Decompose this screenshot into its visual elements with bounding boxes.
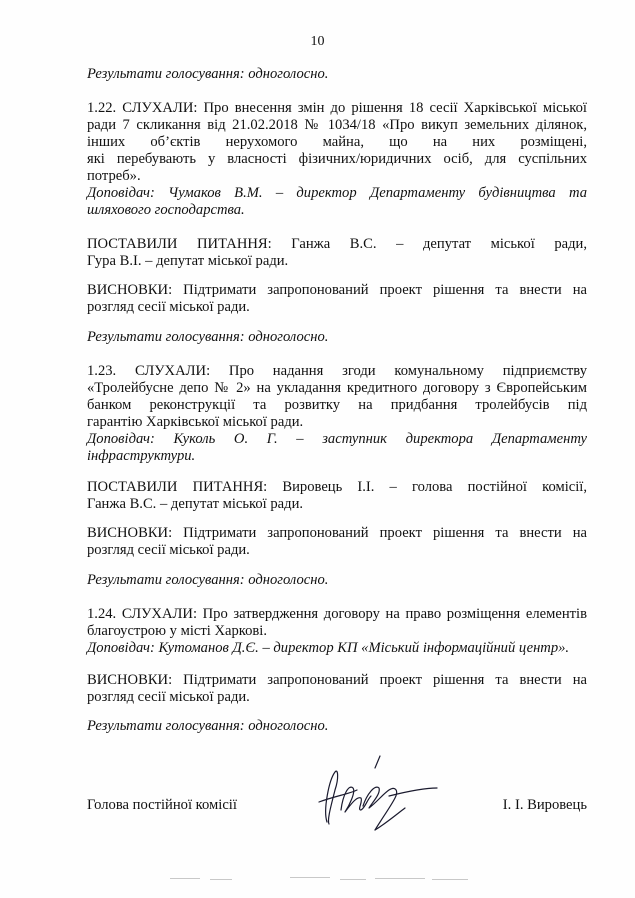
- questions-line: ПОСТАВИЛИ ПИТАННЯ: Ганжа В.С. – депутат міської ради,: [87, 236, 587, 252]
- conclusion-line: розгляд сесії міської ради.: [87, 299, 250, 315]
- item-line: потреб».: [87, 168, 141, 184]
- vote-result-top: [87, 66, 587, 83]
- item-1-23-vote: [87, 572, 587, 589]
- conclusion-line: ВИСНОВКИ: Підтримати запропонований проект рішення та внести на: [87, 525, 587, 541]
- signatory-title: Голова постійної комісії: [87, 797, 237, 813]
- item-1-22-questions: [87, 236, 587, 270]
- item-line: 1.22. СЛУХАЛИ: Про внесення змін до рішення 18 сесії Харківської міської: [87, 100, 587, 116]
- page-number: 10: [310, 34, 325, 49]
- item-1-24-conclusion: [87, 672, 587, 706]
- item-line: банком реконструкції та розвитку на придбання тролейбусів під: [87, 397, 587, 413]
- item-1-23-conclusion: [87, 525, 587, 559]
- vote-text: Результати голосування: одноголосно.: [87, 718, 329, 734]
- item-line: благоустрою у місті Харкові.: [87, 623, 268, 639]
- item-1-22-conclusion: [87, 282, 587, 316]
- vote-text: Результати голосування: одноголосно.: [87, 572, 329, 588]
- item-1-23-questions: [87, 479, 587, 513]
- questions-line: Гура В.І. – депутат міської ради.: [87, 253, 289, 269]
- speaker-line: шляхового господарства.: [87, 202, 245, 218]
- speaker-line: Доповідач: Кутоманов Д.Є. – директор КП «Міський інформаційний центр».: [87, 640, 570, 656]
- item-1-22-vote: [87, 329, 587, 346]
- conclusion-line: ВИСНОВКИ: Підтримати запропонований проект рішення та внести на: [87, 672, 587, 688]
- conclusion-line: розгляд сесії міської ради.: [87, 689, 250, 705]
- item-line: «Тролейбусне депо № 2» на укладання кредитного договору з Європейським: [87, 380, 587, 396]
- item-1-23-heard: [87, 363, 587, 431]
- item-1-24-speaker: [87, 640, 587, 657]
- item-line: гарантію Харківської міської ради.: [87, 414, 304, 430]
- speaker-line: Доповідач: Куколь О. Г. – заступник директора Департаменту: [87, 431, 587, 447]
- item-line: інших об’єктів нерухомого майна, що на них розміщені,: [87, 134, 587, 150]
- scan-artifact: [170, 874, 490, 884]
- item-1-23-speaker: [87, 431, 587, 465]
- item-1-22-heard: [87, 100, 587, 185]
- questions-line: Ганжа В.С. – депутат міської ради.: [87, 496, 304, 512]
- signatory-name: І. І. Вировець: [502, 797, 587, 813]
- speaker-line: Доповідач: Чумаков В.М. – директор Департаменту будівництва та: [87, 185, 587, 201]
- speaker-line: інфраструктури.: [87, 448, 196, 464]
- conclusion-line: ВИСНОВКИ: Підтримати запропонований проект рішення та внести на: [87, 282, 587, 298]
- item-line: ради 7 скликання від 21.02.2018 № 1034/18 «Про викуп земельних ділянок,: [87, 117, 587, 133]
- conclusion-line: розгляд сесії міської ради.: [87, 542, 250, 558]
- item-line: 1.23. СЛУХАЛИ: Про надання згоди комунальному підприємству: [87, 363, 587, 379]
- item-line: 1.24. СЛУХАЛИ: Про затвердження договору на право розміщення елементів: [87, 606, 587, 622]
- item-1-22-speaker: [87, 185, 587, 219]
- item-line: які перебувають у власності фізичних/юридичних осіб, для суспільних: [87, 151, 587, 167]
- vote-text: Результати голосування: одноголосно.: [87, 329, 329, 345]
- handwritten-signature: [305, 750, 445, 840]
- vote-text: Результати голосування: одноголосно.: [87, 66, 329, 82]
- questions-line: ПОСТАВИЛИ ПИТАННЯ: Вировець І.І. – голова постійної комісії,: [87, 479, 587, 495]
- item-1-24-heard: [87, 606, 587, 640]
- item-1-24-vote: [87, 718, 587, 735]
